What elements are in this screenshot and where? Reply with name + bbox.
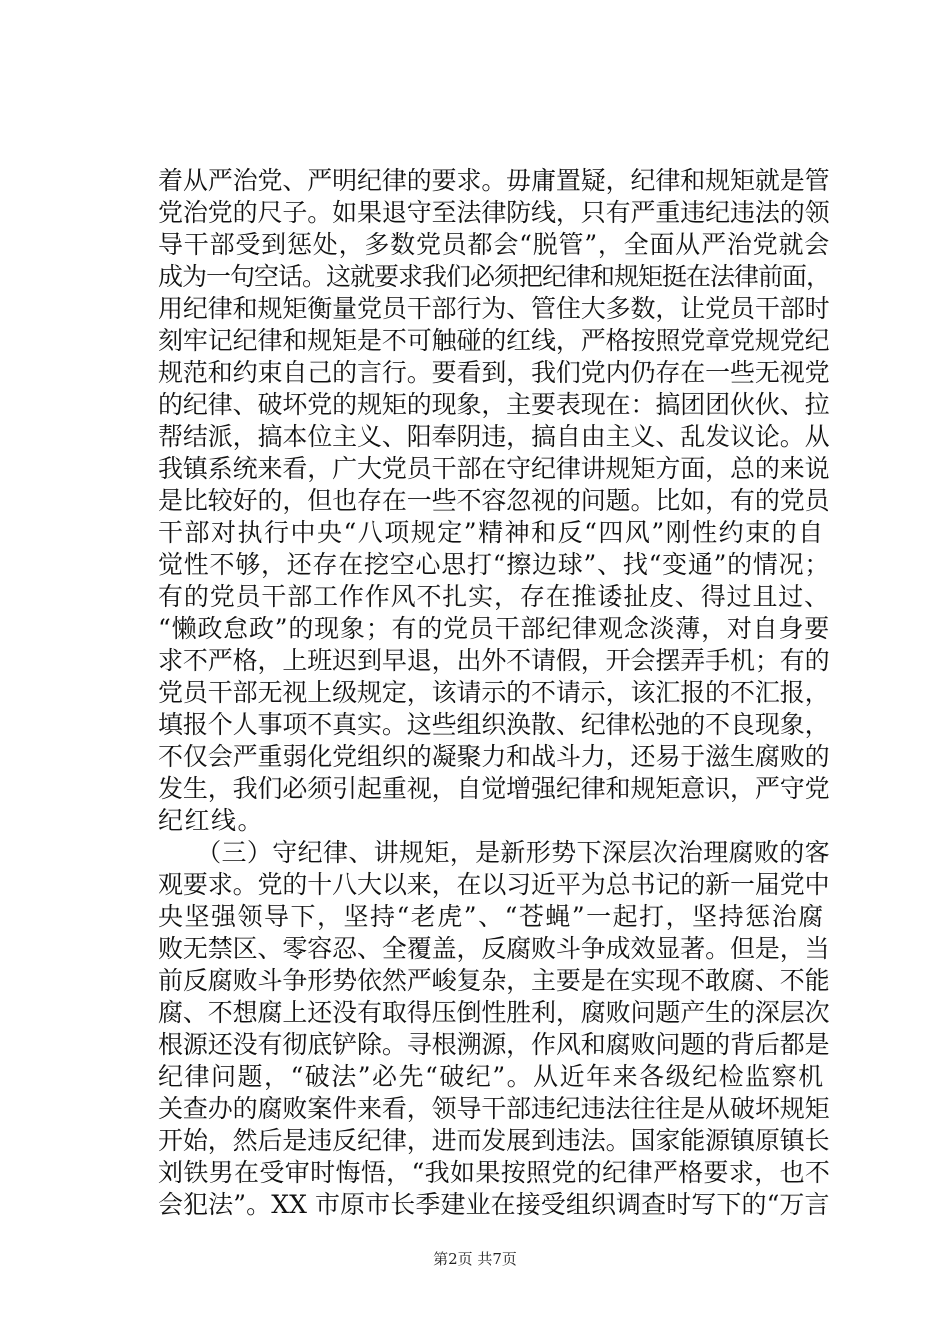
text-line: 成为一句空话。这就要求我们必须把纪律和规矩挺在法律前面， bbox=[158, 262, 831, 291]
text-line: 刻牢记纪律和规矩是不可触碰的红线，严格按照党章党规党纪 bbox=[158, 326, 830, 355]
text-line: 有的党员干部工作作风不扎实，存在推诿扯皮、得过且过、 bbox=[158, 582, 831, 611]
text-line: 填报个人事项不真实。这些组织涣散、纪律松弛的不良现象， bbox=[158, 710, 830, 739]
text-line: 前反腐败斗争形势依然严峻复杂，主要是在实现不敢腐、不能 bbox=[158, 966, 830, 995]
text-line: 会犯法”。XX 市原市长季建业在接受组织调查时写下的“万言 bbox=[158, 1190, 830, 1219]
text-line: 导干部受到惩处，多数党员都会“脱管”，全面从严治党就会 bbox=[158, 230, 831, 259]
text-line: 觉性不够，还存在挖空心思打“擦边球”、找“变通”的情况； bbox=[158, 550, 831, 579]
text-line: 央坚强领导下，坚持“老虎”、“苍蝇”一起打，坚持惩治腐 bbox=[158, 902, 825, 931]
text-line: 腐、不想腐上还没有取得压倒性胜利，腐败问题产生的深层次 bbox=[158, 998, 830, 1027]
text-line: 求不严格，上班迟到早退，出外不请假，开会摆弄手机；有的 bbox=[158, 646, 830, 675]
text-line: “懒政怠政”的现象；有的党员干部纪律观念淡薄，对自身要 bbox=[158, 614, 831, 643]
text-line: 帮结派，搞本位主义、阳奉阴违，搞自由主义、乱发议论。从 bbox=[158, 422, 830, 451]
text-line: 是比较好的，但也存在一些不容忽视的问题。比如，有的党员 bbox=[158, 486, 830, 515]
text-line: 刘铁男在受审时悔悟，“我如果按照党的纪律严格要求，也不 bbox=[158, 1158, 831, 1187]
text-line: 开始，然后是违反纪律，进而发展到违法。国家能源镇原镇长 bbox=[158, 1126, 830, 1155]
text-line: 干部对执行中央“八项规定”精神和反“四风”刚性约束的自 bbox=[158, 518, 825, 547]
text-line: 不仅会严重弱化党组织的凝聚力和战斗力，还易于滋生腐败的 bbox=[158, 742, 830, 771]
text-line: （三）守纪律、讲规矩，是新形势下深层次治理腐败的客 bbox=[158, 838, 831, 867]
text-line: 用纪律和规矩衡量党员干部行为、管住大多数，让党员干部时 bbox=[158, 294, 830, 323]
text-line: 观要求。党的十八大以来，在以习近平为总书记的新一届党中 bbox=[158, 870, 830, 899]
text-line: 我镇系统来看，广大党员干部在守纪律讲规矩方面，总的来说 bbox=[158, 454, 830, 483]
text-line: 败无禁区、零容忍、全覆盖，反腐败斗争成效显著。但是，当 bbox=[158, 934, 830, 963]
text-line: 的纪律、破坏党的规矩的现象，主要表现在：搞团团伙伙、拉 bbox=[158, 390, 830, 419]
text-line: 根源还没有彻底铲除。寻根溯源，作风和腐败问题的背后都是 bbox=[158, 1030, 830, 1059]
text-line: 关查办的腐败案件来看，领导干部违纪违法往往是从破坏规矩 bbox=[158, 1094, 830, 1123]
text-line: 党员干部无视上级规定，该请示的不请示，该汇报的不汇报， bbox=[158, 678, 830, 707]
text-line: 纪红线。 bbox=[158, 806, 265, 835]
page-footer: 第2页 共7页 bbox=[433, 1250, 517, 1268]
text-line: 纪律问题，“破法”必先“破纪”。从近年来各级纪检监察机 bbox=[158, 1062, 825, 1091]
text-line: 规范和约束自己的言行。要看到，我们党内仍存在一些无视党 bbox=[158, 358, 830, 387]
text-line: 党治党的尺子。如果退守至法律防线，只有严重违纪违法的领 bbox=[158, 198, 830, 227]
text-line: 发生，我们必须引起重视，自觉增强纪律和规矩意识，严守党 bbox=[158, 774, 830, 803]
body-text bbox=[158, 165, 830, 1221]
text-line: 着从严治党、严明纪律的要求。毋庸置疑，纪律和规矩就是管 bbox=[158, 166, 830, 195]
